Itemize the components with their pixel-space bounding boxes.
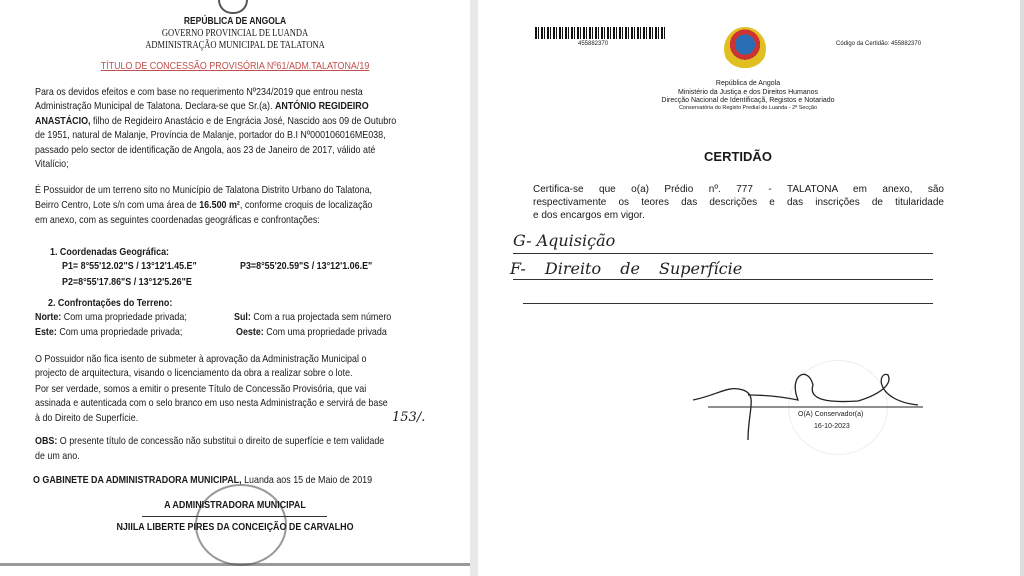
angola-coat-of-arms	[724, 27, 766, 71]
certificate-document	[478, 0, 1024, 576]
writing-line	[523, 303, 933, 304]
label: Sul:	[234, 311, 251, 323]
body-line: de um ano.	[35, 450, 80, 462]
place-date: Luanda aos 15 de Maio de 2019	[244, 474, 373, 486]
value: Com uma propriedade privada;	[63, 311, 187, 323]
body-line	[35, 115, 396, 127]
certificate-title: CERTIDÃO	[704, 149, 772, 164]
header-line: GOVERNO PROVINCIAL DE LUANDA	[161, 28, 309, 39]
body-line: Para os devidos efeitos e com base no requerimento Nº234/2019 que entrou nesta	[35, 86, 363, 98]
body-text: O presente título de concessão não substitui o direito de superfície e tem validade	[59, 435, 385, 447]
coordinate-p2: P2=8°55'17.86"S / 13°12'5.26"E	[62, 276, 192, 288]
obs-line	[35, 435, 384, 447]
handwritten-entry: F- Direito de Superfície	[510, 259, 743, 278]
coordinate-p3: P3=8°55'20.59"S / 13°12'1.06.E"	[240, 260, 373, 272]
office-name: O GABINETE DA ADMINISTRADORA MUNICIPAL,	[33, 474, 242, 486]
obs-label: OBS:	[35, 435, 58, 447]
body-line: Certifica-se que o(a) Prédio nº. 777 - TALATONA em anexo, são	[533, 184, 944, 195]
coordinates-heading: 1. Coordenadas Geográfica:	[50, 246, 170, 258]
certificate-code: Código da Certidão: 455882370	[836, 41, 922, 47]
label: Norte:	[35, 311, 62, 323]
body-line: passado pelo sector de identificação de Angola, aos 23 de Janeiro de 2017, válido até	[35, 144, 376, 156]
writing-line	[513, 253, 933, 254]
signatory-name: NJIILA LIBERTE PIRES DA CONCEIÇÃO DE CARVALHO	[116, 521, 354, 533]
body-line: de 1951, natural de Malanje, Província de Malanje, portador do B.I Nº000106016ME038,	[35, 129, 386, 141]
boundary-east	[35, 326, 182, 338]
body-text: Administração Municipal de Talatona. Declara-se que Sr.(a).	[35, 100, 273, 112]
label: Este:	[35, 326, 57, 338]
document-title: TÍTULO DE CONCESSÃO PROVISÓRIA Nº61/ADM.TALATONA/19	[100, 60, 370, 72]
land-concession-title-document	[0, 0, 470, 566]
body-line: Vitalício;	[35, 158, 69, 170]
body-text: Beirro Centro, Lote s/n com uma área de	[35, 199, 197, 211]
body-line: Por ser verdade, somos a emitir o presente Título de Concessão Provisória, que vai	[35, 383, 367, 395]
body-line	[35, 100, 369, 112]
header-line: Conservatória do Registo Predial de Luanda - 2ª Secção	[678, 104, 818, 111]
barcode	[535, 27, 667, 39]
angola-emblem	[218, 0, 248, 14]
boundaries-heading: 2. Confrontações do Terreno:	[48, 297, 173, 309]
body-line: Beirro Centro, Lote s/n com uma área de 16.500 m², conforme croquis de localização	[35, 199, 373, 211]
holder-surname: ANASTÁCIO,	[35, 115, 91, 127]
coordinate-p1: P1= 8°55'12.02"S / 13°12'1.45.E"	[62, 260, 197, 272]
area-value: 16.500 m²	[199, 199, 240, 211]
page-separator	[470, 0, 478, 576]
boundary-south	[234, 311, 391, 323]
body-line: assinada e autenticada com o selo branco em uso nesta Administração e servirá de base	[35, 397, 388, 409]
signatory-title: A ADMINISTRADORA MUNICIPAL	[164, 499, 306, 511]
handwritten-entry: G- Aquisição	[513, 231, 616, 250]
body-text: filho de Regideiro Anastácio e de Engrácia José, Nascido aos 09 de Outubro	[93, 115, 397, 127]
body-line: à do Direito de Superfície.	[35, 412, 139, 424]
signature-line	[142, 516, 327, 517]
signature	[688, 365, 928, 445]
body-line: em anexo, com as seguintes coordenadas geográficas e confrontações:	[35, 214, 320, 226]
body-line: O Possuidor não fica isento de submeter à aprovação da Administração Municipal o	[35, 353, 367, 365]
certificate-date: 16-10-2023	[814, 423, 850, 430]
body-text: conforme croquis de localização	[244, 199, 373, 211]
boundary-west	[236, 326, 387, 338]
signature-role: O(A) Conservador(a)	[798, 411, 864, 418]
value: Com uma propriedade privada	[266, 326, 387, 338]
boundary-north	[35, 311, 187, 323]
body-line: respectivamente os teores das descrições e das inscrições de titularidade	[533, 197, 944, 208]
body-line: projecto de arquitectura, visando o licenciamento da obra a realizar sobre o lote.	[35, 367, 353, 379]
closing-line	[33, 474, 372, 486]
header-line: Ministério da Justiça e dos Direitos Humanos	[677, 88, 819, 96]
value: Com a rua projectada sem número	[253, 311, 392, 323]
value: Com uma propriedade privada;	[59, 326, 183, 338]
handwritten-number: 153/.	[392, 410, 426, 425]
header-line: ADMINISTRAÇÃO MUNICIPAL DE TALATONA	[145, 40, 325, 51]
header-line: República de Angola	[715, 80, 781, 87]
writing-line	[513, 279, 933, 280]
label: Oeste:	[236, 326, 264, 338]
body-line: É Possuidor de um terreno sito no Município de Talatona Distrito Urbano do Talatona,	[35, 184, 373, 196]
header-line: Direcção Nacional de Identificaçã, Registos e Notariado	[661, 97, 835, 104]
body-line: e dos encargos em vigor.	[533, 210, 645, 221]
header-line: REPÚBLICA DE ANGOLA	[183, 16, 287, 27]
holder-name: ANTÓNIO REGIDEIRO	[274, 100, 369, 112]
barcode-number: 455882370	[578, 41, 609, 47]
